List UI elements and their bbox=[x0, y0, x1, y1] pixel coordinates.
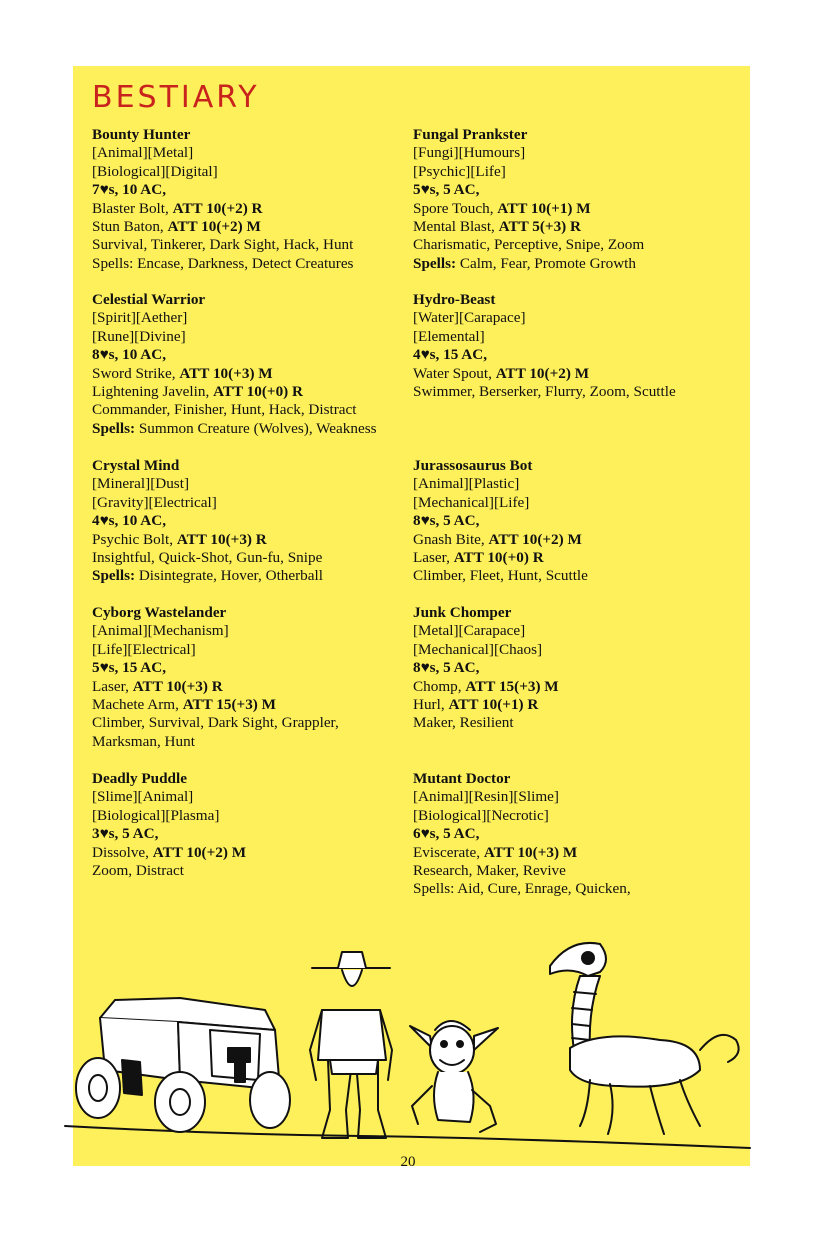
entry-tags: [Animal][Resin][Slime] bbox=[413, 788, 559, 806]
entry-attack: Sword Strike, ATT 10(+3) M bbox=[92, 364, 273, 382]
entry-stats: 7♥s, 10 AC, bbox=[92, 181, 166, 199]
entry-tags: [Rune][Divine] bbox=[92, 327, 186, 345]
entry-attack: Gnash Bite, ATT 10(+2) M bbox=[413, 530, 582, 548]
entry-stats: 4♥s, 10 AC, bbox=[92, 512, 166, 530]
entry-junk-chomper bbox=[413, 604, 743, 733]
entry-tags: [Life][Electrical] bbox=[92, 640, 196, 658]
entry-bounty-hunter bbox=[92, 126, 422, 273]
page-number: 20 bbox=[400, 1154, 416, 1170]
entry-spells: Spells: Disintegrate, Hover, Otherball bbox=[92, 567, 323, 585]
entry-stats: 4♥s, 15 AC, bbox=[413, 346, 487, 364]
entry-stats: 5♥s, 5 AC, bbox=[413, 181, 480, 199]
entry-name: Mutant Doctor bbox=[413, 770, 511, 787]
entry-tags: [Elemental] bbox=[413, 327, 485, 345]
entry-attack: Mental Blast, ATT 5(+3) R bbox=[413, 218, 581, 236]
creatures-illustration bbox=[60, 930, 760, 1160]
entry-tags: [Psychic][Life] bbox=[413, 162, 506, 180]
entry-tags: [Animal][Plastic] bbox=[413, 475, 520, 493]
entry-attack: Dissolve, ATT 10(+2) M bbox=[92, 843, 247, 861]
entry-skills: Swimmer, Berserker, Flurry, Zoom, Scuttle bbox=[413, 383, 676, 401]
entry-attack: Laser, ATT 10(+0) R bbox=[413, 549, 544, 567]
entry-tags: [Biological][Plasma] bbox=[92, 806, 220, 824]
entry-spells: Spells: Aid, Cure, Enrage, Quicken, bbox=[413, 880, 631, 898]
entry-skills: Survival, Tinkerer, Dark Sight, Hack, Hunt bbox=[92, 236, 354, 254]
entry-tags: [Spirit][Aether] bbox=[92, 309, 188, 327]
entry-skills: Charismatic, Perceptive, Snipe, Zoom bbox=[413, 236, 645, 254]
entry-name: Jurassosaurus Bot bbox=[413, 457, 533, 474]
entry-stats: 8♥s, 10 AC, bbox=[92, 346, 166, 364]
entry-spells: Spells: Summon Creature (Wolves), Weakness bbox=[92, 419, 377, 437]
entry-name: Fungal Prankster bbox=[413, 126, 528, 143]
page-title: BESTIARY bbox=[92, 80, 260, 115]
entry-tags: [Gravity][Electrical] bbox=[92, 493, 217, 511]
entry-crystal-mind bbox=[92, 457, 422, 586]
entry-tags: [Mineral][Dust] bbox=[92, 475, 189, 493]
entry-tags: [Metal][Carapace] bbox=[413, 622, 526, 640]
entry-stats: 3♥s, 5 AC, bbox=[92, 825, 159, 843]
entry-hydro-beast bbox=[413, 291, 743, 401]
entry-tags: [Mechanical][Chaos] bbox=[413, 640, 543, 658]
entry-tags: [Biological][Necrotic] bbox=[413, 806, 549, 824]
entry-skills: Climber, Fleet, Hunt, Scuttle bbox=[413, 567, 588, 585]
entry-tags: [Animal][Metal] bbox=[92, 144, 194, 162]
entry-mutant-doctor bbox=[413, 770, 743, 899]
entry-skills: Commander, Finisher, Hunt, Hack, Distract bbox=[92, 401, 357, 419]
entry-name: Deadly Puddle bbox=[92, 770, 187, 787]
entry-tags: [Biological][Digital] bbox=[92, 162, 218, 180]
entry-skills: Zoom, Distract bbox=[92, 862, 184, 880]
entry-name: Junk Chomper bbox=[413, 604, 512, 621]
skull-creature-drawing bbox=[550, 943, 739, 1134]
entry-attack: Blaster Bolt, ATT 10(+2) R bbox=[92, 199, 263, 217]
entry-attack: Psychic Bolt, ATT 10(+3) R bbox=[92, 530, 267, 548]
entry-attack: Stun Baton, ATT 10(+2) M bbox=[92, 218, 261, 236]
entry-spells: Spells: Calm, Fear, Promote Growth bbox=[413, 254, 636, 272]
entry-deadly-puddle bbox=[92, 770, 422, 880]
entry-skills: Research, Maker, Revive bbox=[413, 862, 566, 880]
entry-stats: 6♥s, 5 AC, bbox=[413, 825, 480, 843]
entry-stats: 8♥s, 5 AC, bbox=[413, 512, 480, 530]
entry-attack: Laser, ATT 10(+3) R bbox=[92, 677, 223, 695]
entry-skills: Maker, Resilient bbox=[413, 714, 514, 732]
entry-attack: Water Spout, ATT 10(+2) M bbox=[413, 364, 590, 382]
entry-name: Hydro-Beast bbox=[413, 291, 496, 308]
entry-tags: [Animal][Mechanism] bbox=[92, 622, 229, 640]
entry-tags: [Fungi][Humours] bbox=[413, 144, 526, 162]
entry-skills: Insightful, Quick-Shot, Gun-fu, Snipe bbox=[92, 549, 323, 567]
entry-tags: [Slime][Animal] bbox=[92, 788, 194, 806]
entry-celestial-warrior bbox=[92, 291, 422, 438]
entry-spells: Spells: Encase, Darkness, Detect Creatures bbox=[92, 254, 354, 272]
entry-skills: Marksman, Hunt bbox=[92, 732, 195, 750]
entry-jurassosaurus-bot bbox=[413, 457, 743, 586]
entry-tags: [Mechanical][Life] bbox=[413, 493, 530, 511]
entry-name: Celestial Warrior bbox=[92, 291, 206, 308]
entry-tags: [Water][Carapace] bbox=[413, 309, 526, 327]
cowboy-drawing bbox=[310, 952, 392, 1138]
entry-attack: Chomp, ATT 15(+3) M bbox=[413, 677, 559, 695]
entry-fungal-prankster bbox=[413, 126, 743, 273]
entry-cyborg-wastelander bbox=[92, 604, 422, 751]
goblin-drawing bbox=[410, 1021, 498, 1132]
entry-stats: 5♥s, 15 AC, bbox=[92, 659, 166, 677]
entry-attack: Spore Touch, ATT 10(+1) M bbox=[413, 199, 591, 217]
entry-name: Bounty Hunter bbox=[92, 126, 191, 143]
truck-drawing bbox=[76, 998, 290, 1132]
entry-attack: Lightening Javelin, ATT 10(+0) R bbox=[92, 383, 303, 401]
entry-name: Cyborg Wastelander bbox=[92, 604, 227, 621]
entry-name: Crystal Mind bbox=[92, 457, 180, 474]
entry-stats: 8♥s, 5 AC, bbox=[413, 659, 480, 677]
entry-attack: Hurl, ATT 10(+1) R bbox=[413, 696, 539, 714]
entry-attack: Eviscerate, ATT 10(+3) M bbox=[413, 843, 578, 861]
entry-attack: Machete Arm, ATT 15(+3) M bbox=[92, 696, 276, 714]
entry-skills: Climber, Survival, Dark Sight, Grappler, bbox=[92, 714, 339, 732]
